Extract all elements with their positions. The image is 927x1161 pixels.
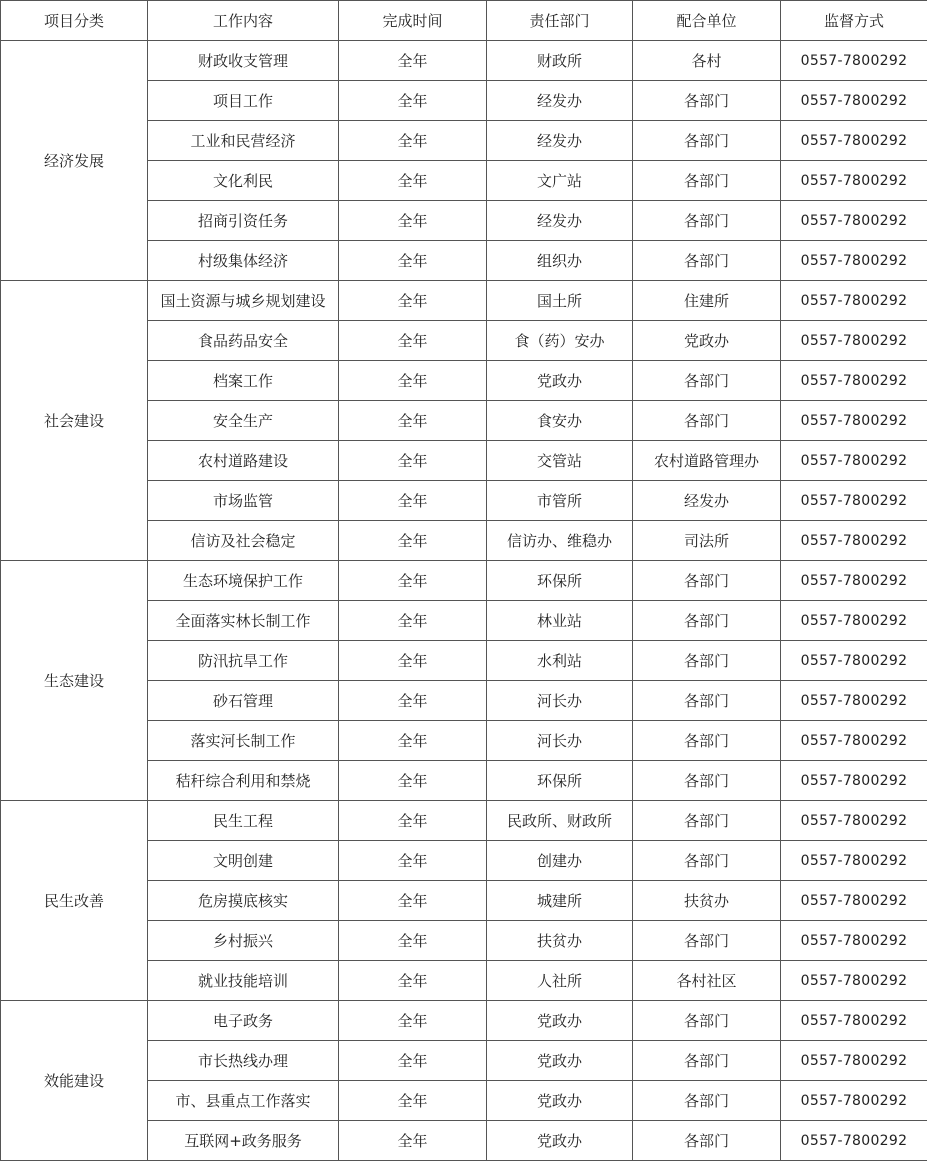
- category-cell: 经济发展: [1, 41, 148, 281]
- cell-dept: 扶贫办: [487, 921, 633, 961]
- cell-supervision: 0557-7800292: [781, 1041, 927, 1081]
- cell-dept: 党政办: [487, 361, 633, 401]
- cell-partner: 扶贫办: [633, 881, 781, 921]
- cell-dept: 财政所: [487, 41, 633, 81]
- cell-time: 全年: [339, 801, 487, 841]
- cell-partner: 各部门: [633, 601, 781, 641]
- category-cell: 生态建设: [1, 561, 148, 801]
- cell-content: 档案工作: [148, 361, 339, 401]
- cell-content: 市、县重点工作落实: [148, 1081, 339, 1121]
- category-cell: 社会建设: [1, 281, 148, 561]
- cell-partner: 各村社区: [633, 961, 781, 1001]
- cell-time: 全年: [339, 841, 487, 881]
- cell-dept: 河长办: [487, 681, 633, 721]
- cell-dept: 组织办: [487, 241, 633, 281]
- cell-partner: 各部门: [633, 121, 781, 161]
- cell-partner: 各部门: [633, 921, 781, 961]
- cell-supervision: 0557-7800292: [781, 721, 927, 761]
- header-row: [1, 1, 927, 41]
- cell-partner: 各部门: [633, 721, 781, 761]
- cell-content: 危房摸底核实: [148, 881, 339, 921]
- cell-dept: 河长办: [487, 721, 633, 761]
- cell-time: 全年: [339, 961, 487, 1001]
- cell-partner: 各部门: [633, 1121, 781, 1161]
- cell-supervision: 0557-7800292: [781, 1121, 927, 1161]
- cell-supervision: 0557-7800292: [781, 1081, 927, 1121]
- cell-content: 国土资源与城乡规划建设: [148, 281, 339, 321]
- cell-time: 全年: [339, 1001, 487, 1041]
- header-time: 完成时间: [339, 1, 487, 41]
- cell-dept: 党政办: [487, 1001, 633, 1041]
- header-supervision: 监督方式: [781, 1, 927, 41]
- cell-supervision: 0557-7800292: [781, 961, 927, 1001]
- cell-supervision: 0557-7800292: [781, 401, 927, 441]
- cell-supervision: 0557-7800292: [781, 241, 927, 281]
- cell-partner: 各部门: [633, 1001, 781, 1041]
- cell-partner: 经发办: [633, 481, 781, 521]
- cell-dept: 信访办、维稳办: [487, 521, 633, 561]
- cell-content: 乡村振兴: [148, 921, 339, 961]
- cell-supervision: 0557-7800292: [781, 441, 927, 481]
- cell-content: 安全生产: [148, 401, 339, 441]
- cell-dept: 经发办: [487, 121, 633, 161]
- cell-time: 全年: [339, 921, 487, 961]
- cell-time: 全年: [339, 1121, 487, 1161]
- cell-partner: 各部门: [633, 201, 781, 241]
- cell-content: 市长热线办理: [148, 1041, 339, 1081]
- cell-dept: 交管站: [487, 441, 633, 481]
- cell-partner: 各部门: [633, 81, 781, 121]
- cell-supervision: 0557-7800292: [781, 41, 927, 81]
- cell-time: 全年: [339, 761, 487, 801]
- cell-time: 全年: [339, 1041, 487, 1081]
- cell-dept: 食安办: [487, 401, 633, 441]
- cell-time: 全年: [339, 441, 487, 481]
- cell-dept: 食（药）安办: [487, 321, 633, 361]
- cell-supervision: 0557-7800292: [781, 201, 927, 241]
- cell-time: 全年: [339, 561, 487, 601]
- cell-content: 全面落实林长制工作: [148, 601, 339, 641]
- cell-time: 全年: [339, 281, 487, 321]
- cell-time: 全年: [339, 201, 487, 241]
- cell-content: 项目工作: [148, 81, 339, 121]
- cell-content: 电子政务: [148, 1001, 339, 1041]
- cell-dept: 党政办: [487, 1041, 633, 1081]
- cell-content: 就业技能培训: [148, 961, 339, 1001]
- cell-partner: 各部门: [633, 801, 781, 841]
- cell-supervision: 0557-7800292: [781, 881, 927, 921]
- cell-supervision: 0557-7800292: [781, 561, 927, 601]
- cell-content: 文化利民: [148, 161, 339, 201]
- category-cell: 效能建设: [1, 1001, 148, 1161]
- cell-dept: 民政所、财政所: [487, 801, 633, 841]
- header-dept: 责任部门: [487, 1, 633, 41]
- cell-dept: 人社所: [487, 961, 633, 1001]
- cell-time: 全年: [339, 361, 487, 401]
- cell-content: 秸秆综合利用和禁烧: [148, 761, 339, 801]
- cell-partner: 各部门: [633, 561, 781, 601]
- table-row: [1, 561, 927, 601]
- cell-supervision: 0557-7800292: [781, 81, 927, 121]
- header-partner: 配合单位: [633, 1, 781, 41]
- cell-dept: 党政办: [487, 1121, 633, 1161]
- cell-content: 食品药品安全: [148, 321, 339, 361]
- header-content: 工作内容: [148, 1, 339, 41]
- cell-time: 全年: [339, 161, 487, 201]
- cell-dept: 国土所: [487, 281, 633, 321]
- cell-partner: 党政办: [633, 321, 781, 361]
- cell-supervision: 0557-7800292: [781, 361, 927, 401]
- cell-time: 全年: [339, 681, 487, 721]
- cell-partner: 住建所: [633, 281, 781, 321]
- cell-supervision: 0557-7800292: [781, 121, 927, 161]
- cell-partner: 各部门: [633, 641, 781, 681]
- cell-dept: 文广站: [487, 161, 633, 201]
- cell-dept: 林业站: [487, 601, 633, 641]
- category-cell: 民生改善: [1, 801, 148, 1001]
- table-row: [1, 41, 927, 81]
- cell-dept: 水利站: [487, 641, 633, 681]
- cell-dept: 环保所: [487, 561, 633, 601]
- table-header: [1, 1, 927, 41]
- cell-partner: 各部门: [633, 401, 781, 441]
- cell-dept: 党政办: [487, 1081, 633, 1121]
- header-category: 项目分类: [1, 1, 148, 41]
- cell-supervision: 0557-7800292: [781, 801, 927, 841]
- cell-time: 全年: [339, 81, 487, 121]
- cell-content: 市场监管: [148, 481, 339, 521]
- table-row: [1, 801, 927, 841]
- table-body: [1, 41, 927, 1161]
- cell-content: 财政收支管理: [148, 41, 339, 81]
- cell-content: 农村道路建设: [148, 441, 339, 481]
- cell-time: 全年: [339, 401, 487, 441]
- cell-content: 招商引资任务: [148, 201, 339, 241]
- cell-supervision: 0557-7800292: [781, 761, 927, 801]
- cell-partner: 各部门: [633, 361, 781, 401]
- cell-time: 全年: [339, 641, 487, 681]
- cell-time: 全年: [339, 41, 487, 81]
- cell-time: 全年: [339, 721, 487, 761]
- cell-supervision: 0557-7800292: [781, 681, 927, 721]
- cell-supervision: 0557-7800292: [781, 281, 927, 321]
- cell-partner: 各部门: [633, 761, 781, 801]
- cell-content: 文明创建: [148, 841, 339, 881]
- cell-content: 落实河长制工作: [148, 721, 339, 761]
- cell-supervision: 0557-7800292: [781, 641, 927, 681]
- cell-content: 村级集体经济: [148, 241, 339, 281]
- cell-content: 防汛抗旱工作: [148, 641, 339, 681]
- cell-dept: 经发办: [487, 81, 633, 121]
- cell-partner: 司法所: [633, 521, 781, 561]
- cell-partner: 各部门: [633, 161, 781, 201]
- cell-dept: 经发办: [487, 201, 633, 241]
- cell-partner: 各部门: [633, 841, 781, 881]
- cell-partner: 各部门: [633, 681, 781, 721]
- cell-partner: 农村道路管理办: [633, 441, 781, 481]
- cell-time: 全年: [339, 121, 487, 161]
- cell-content: 工业和民营经济: [148, 121, 339, 161]
- cell-dept: 城建所: [487, 881, 633, 921]
- cell-time: 全年: [339, 321, 487, 361]
- cell-time: 全年: [339, 1081, 487, 1121]
- table-row: [1, 1001, 927, 1041]
- cell-supervision: 0557-7800292: [781, 321, 927, 361]
- cell-supervision: 0557-7800292: [781, 601, 927, 641]
- cell-time: 全年: [339, 601, 487, 641]
- cell-supervision: 0557-7800292: [781, 841, 927, 881]
- cell-content: 信访及社会稳定: [148, 521, 339, 561]
- cell-dept: 市管所: [487, 481, 633, 521]
- cell-partner: 各部门: [633, 1081, 781, 1121]
- cell-time: 全年: [339, 481, 487, 521]
- cell-content: 互联网+政务服务: [148, 1121, 339, 1161]
- cell-time: 全年: [339, 881, 487, 921]
- cell-content: 民生工程: [148, 801, 339, 841]
- cell-partner: 各部门: [633, 241, 781, 281]
- cell-partner: 各村: [633, 41, 781, 81]
- cell-supervision: 0557-7800292: [781, 521, 927, 561]
- table-row: [1, 281, 927, 321]
- cell-supervision: 0557-7800292: [781, 921, 927, 961]
- cell-content: 砂石管理: [148, 681, 339, 721]
- cell-dept: 环保所: [487, 761, 633, 801]
- cell-time: 全年: [339, 521, 487, 561]
- cell-supervision: 0557-7800292: [781, 161, 927, 201]
- cell-dept: 创建办: [487, 841, 633, 881]
- cell-content: 生态环境保护工作: [148, 561, 339, 601]
- cell-time: 全年: [339, 241, 487, 281]
- cell-supervision: 0557-7800292: [781, 481, 927, 521]
- cell-supervision: 0557-7800292: [781, 1001, 927, 1041]
- cell-partner: 各部门: [633, 1041, 781, 1081]
